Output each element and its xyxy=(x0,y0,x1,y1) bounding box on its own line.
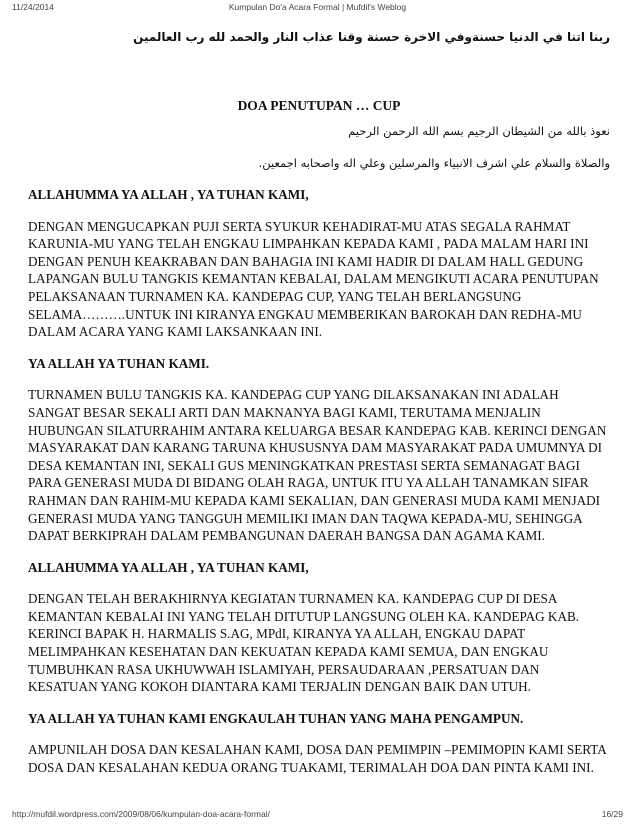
arabic-line-1: نعوذ بالله من الشيطان الرجيم بسم الله الرحمن الرحيم xyxy=(348,124,610,138)
page-title: Kumpulan Do'a Acara Formal | Mufdil's Weblog xyxy=(228,2,407,12)
arabic-line-2: والصلاة والسلام علي اشرف الانبياء والمرسلين وعلي اله واصحابه اجمعين. xyxy=(258,156,610,170)
paragraph-2: DENGAN MENGUCAPKAN PUJI SERTA SYUKUR KEHADIRAT-MU ATAS SEGALA RAHMAT KARUNIA-MU YANG TELAH ENGKAU LIMPAHKAN KEPADA KAMI , PADA MALAM HARI INI DENGAN PENUH KEAKRABAN DAN BAHAGIA INI KAMI HADIR DI DALAM HALL GEDUNG LAPANGAN BULU TANGKIS KEMANTAN KEBALAI, DALAM MENGIKUTI ACARA PENUTUPAN PELAKSANAAN TURNAMEN KA. KANDEPAG CUP, YANG TELAH BERLANGSUNG SELAMA……….UNTUK INI KIRANYA ENGKAU MEMBERIKAN BAROKAH DAN REDHA-MU DALAM ACARA YANG KAMI LAKSANKAAN INI. xyxy=(28,218,599,340)
paragraph-1: ALLAHUMMA YA ALLAH , YA TUHAN KAMI, xyxy=(28,187,309,202)
page-number: 16/29 xyxy=(601,809,623,819)
paragraph-8: AMPUNILAH DOSA DAN KESALAHAN KAMI, DOSA DAN PEMIMPIN –PEMIMOPIN KAMI SERTA DOSA DAN KESALAHAN KEDUA ORANG TUAKAMI, TERIMALAH DOA DAN PINTA KAMI INI. xyxy=(28,742,607,776)
paragraph-5: ALLAHUMMA YA ALLAH , YA TUHAN KAMI, xyxy=(28,559,309,575)
paragraph-6: DENGAN TELAH BERAKHIRNYA KEGIATAN TURNAMEN KA. KANDEPAG CUP DI DESA KEMANTAN KEBALAI INI YANG TELAH DITUTUP LANGSUNG OLEH KA. KANDEPAG KAB. KERINCI BAPAK H. HARMALIS S.AG, MPdI, KIRANYA YA ALLAH, ENGKAU DAPAT MELIMPAHKAN KESEHATAN DAN KEKUATAN KEPADA KAMI SEMUA, DAN ENGKAU TUMBUHKAN RASA UKHUWWAH ISLAMIYAH, PERSAUDARAAN ,PERSATUAN DAN KESATUAN YANG KOKOH DIANTARA KAMI TERJALIN DENGAN BAIK DAN UTUH. xyxy=(28,591,580,695)
print-date: 11/24/2014 xyxy=(12,2,54,12)
paragraph-4: TURNAMEN BULU TANGKIS KA. KANDEPAG CUP YANG DILAKSANAKAN INI ADALAH SANGAT BESAR SEKALI ARTI DAN MAKNANYA BAGI KAMI, TERUTAMA MENJALIN HUBUNGAN SILATURRAHIM ANTARA KELUARGA BESAR KANDEPAG KAB. KERINCI DENGAN MASYARAKAT DAN KARANG TARUNA KHUSUSNYA DAM MASYARAKAT PADA UMUMNYA DI DESA KEMANTAN INI, SEKALI GUS MENINGKATKAN PRESTASI SERTA SEMANAGAT BAGI PARA GENERASI MUDA DI BIDANG OLAH RAGA, UNTUK ITU YA ALLAH TANAMKAN SIFAR RAHMAN DAN RAHIM-MU KEPADA KAMI SEKALIAN, DAN GENERASI MUDA KAMI MENJADI GENERASI MUDA YANG TANGGUH MEMILIKI IMAN DAN TAQWA KEPADA-MU, SEHINGGA DAPAT BERKIPRAH DALAM PEMBANGUNAN DAERAH BANGSA DAN AGAMA KAMI. xyxy=(28,387,607,544)
print-header xyxy=(12,2,623,16)
paragraph-3: YA ALLAH YA TUHAN KAMI. xyxy=(28,355,210,371)
footer-url[interactable]: http://mufdil.wordpress.com/2009/08/06/kumpulan-doa-acara-formal/ xyxy=(12,809,270,819)
print-footer xyxy=(12,809,623,823)
arabic-top-line: ربنا اتنا في الدنيا حسنةوفي الاخرة حسنة وقنا عذاب النار والحمد لله رب العالمين xyxy=(133,30,610,44)
doc-heading: DOA PENUTUPAN … CUP xyxy=(237,98,401,113)
document-body xyxy=(28,24,610,777)
paragraph-7: YA ALLAH YA TUHAN KAMI ENGKAULAH TUHAN YANG MAHA PENGAMPUN. xyxy=(28,710,524,726)
